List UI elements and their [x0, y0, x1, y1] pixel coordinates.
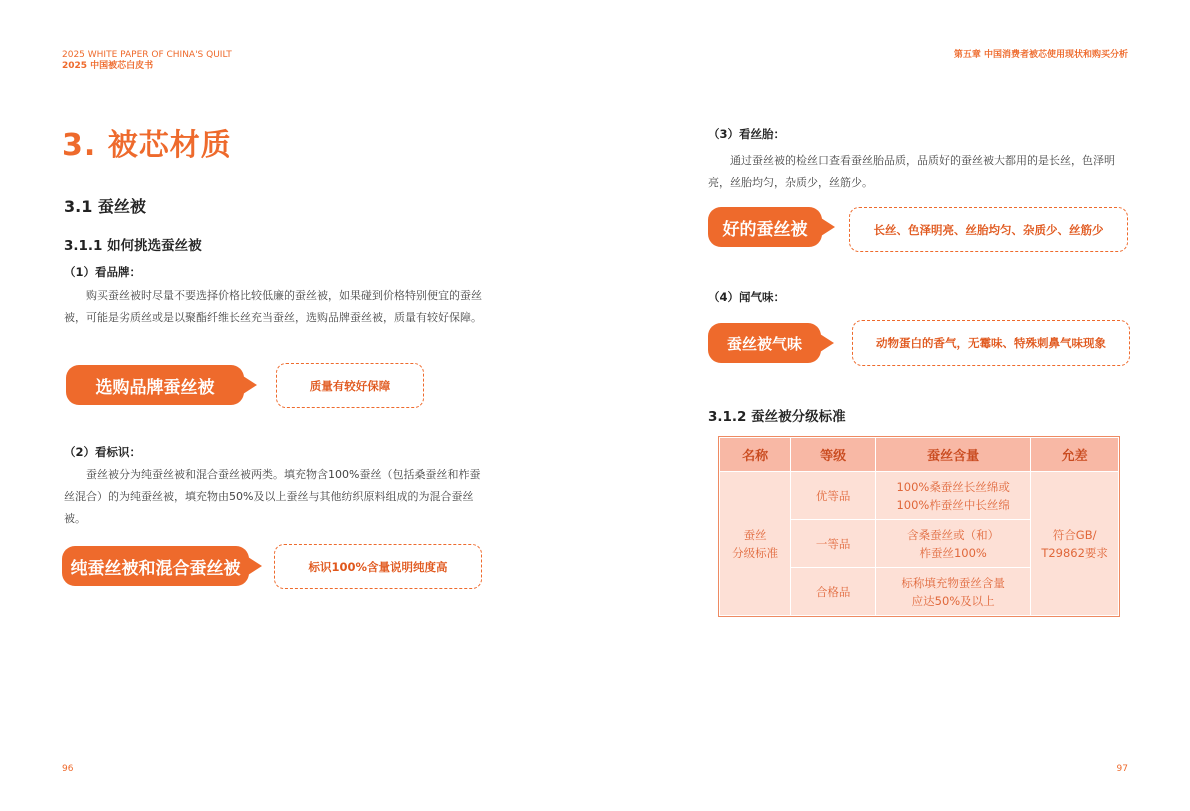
- item4-heading: （4）闻气味：: [708, 290, 786, 304]
- content-line2: 应达50%及以上: [911, 593, 995, 608]
- item1-tag-label: 选购品牌蚕丝被: [95, 377, 215, 398]
- table-cell-content: [876, 568, 1031, 616]
- running-header-right: 第五章 中国消费者被芯使用现状和购买分析: [953, 50, 1128, 60]
- item1-bubble-text: 质量有较好保障: [309, 378, 391, 393]
- table-header-row: [720, 438, 1119, 472]
- table-row: [720, 472, 1119, 520]
- subsection-title-right: 3.1.2 蚕丝被分级标准: [708, 409, 846, 425]
- item4-tag-label: 蚕丝被气味: [726, 334, 802, 353]
- header-cn-title: 2025 中国被芯白皮书: [62, 61, 154, 71]
- item4-bubble: [852, 320, 1130, 366]
- table-cell-grade: 合格品: [791, 568, 876, 616]
- item3-paragraph: 通过蚕丝被的检丝口查看蚕丝胎品质，品质好的蚕丝被大都用的是长丝，色泽明亮，丝胎均匀，杂质少，丝筋少。: [708, 154, 1115, 189]
- item4-bubble-text: 动物蛋白的香气，无霉味、特殊刺鼻气味现象: [876, 336, 1106, 350]
- item3-bubble-text: 长丝、色泽明亮、丝胎均匀、杂质少、丝筋少: [873, 222, 1104, 237]
- grading-table: [718, 436, 1120, 617]
- content-line1: 标称填充物蚕丝含量: [901, 575, 1005, 590]
- running-header-left: [62, 50, 232, 72]
- table-header-content: 蚕丝含量: [876, 438, 1031, 472]
- header-en-title: 2025 WHITE PAPER OF CHINA'S QUILT: [62, 50, 232, 60]
- item2-tag: [62, 546, 249, 586]
- table-cell-grade: 一等品: [791, 520, 876, 568]
- table-cell-content: [876, 520, 1031, 568]
- table-cell-grade: 优等品: [791, 472, 876, 520]
- content-line2: 柞蚕丝100%: [919, 545, 987, 560]
- table-cell-tolerance: [1031, 472, 1119, 616]
- item2-tag-label: 纯蚕丝被和混合蚕丝被: [70, 558, 241, 579]
- item1-paragraph: 购买蚕丝被时尽量不要选择价格比较低廉的蚕丝被，如果碰到价格特别便宜的蚕丝被，可能是劣质丝或是以聚酯纤维长丝充当蚕丝，选购品牌蚕丝被，质量有较好保障。: [64, 289, 482, 324]
- item3-bubble: [849, 207, 1128, 252]
- table-header-tolerance: 允差: [1031, 438, 1119, 472]
- table-header-grade: 等级: [791, 438, 876, 472]
- content-line1: 含桑蚕丝或（和）: [907, 527, 1000, 542]
- chapter-title: 3. 被芯材质: [62, 128, 232, 163]
- content-line1: 100%桑蚕丝长丝绵或: [896, 479, 1010, 494]
- item2-bubble-text: 标识100%含量说明纯度高: [308, 559, 448, 574]
- item2-paragraph: 蚕丝被分为纯蚕丝被和混合蚕丝被两类。填充物含100%蚕丝（包括桑蚕丝和柞蚕丝混合）的为纯蚕丝被，填充物由50%及以上蚕丝与其他纺织原料组成的为混合蚕丝被。: [64, 468, 481, 525]
- item3-tag: [708, 207, 822, 247]
- tolerance-line2: T29862要求: [1041, 545, 1108, 560]
- item1-bubble: [276, 363, 424, 408]
- name-line2: 分级标准: [732, 545, 779, 560]
- tolerance-line1: 符合GB/: [1052, 527, 1097, 542]
- table-header-name: 名称: [720, 438, 791, 472]
- item1-heading: （1）看品牌：: [64, 265, 142, 279]
- item3-tag-label: 好的蚕丝被: [722, 219, 808, 240]
- page-number-right: 97: [1116, 764, 1128, 774]
- table-cell-content: [876, 472, 1031, 520]
- subsection-title: 3.1.1 如何挑选蚕丝被: [64, 238, 202, 254]
- item1-tag: [66, 365, 244, 405]
- content-line2: 100%柞蚕丝中长丝绵: [896, 497, 1010, 512]
- name-line1: 蚕丝: [743, 527, 767, 542]
- table-cell-name: [720, 472, 791, 616]
- page-number-left: 96: [62, 764, 74, 774]
- section-title: 3.1 蚕丝被: [64, 197, 146, 216]
- item3-heading: （3）看丝胎：: [708, 127, 786, 141]
- item4-tag: [708, 323, 821, 363]
- item2-heading: （2）看标识：: [64, 445, 142, 459]
- item2-bubble: [274, 544, 482, 589]
